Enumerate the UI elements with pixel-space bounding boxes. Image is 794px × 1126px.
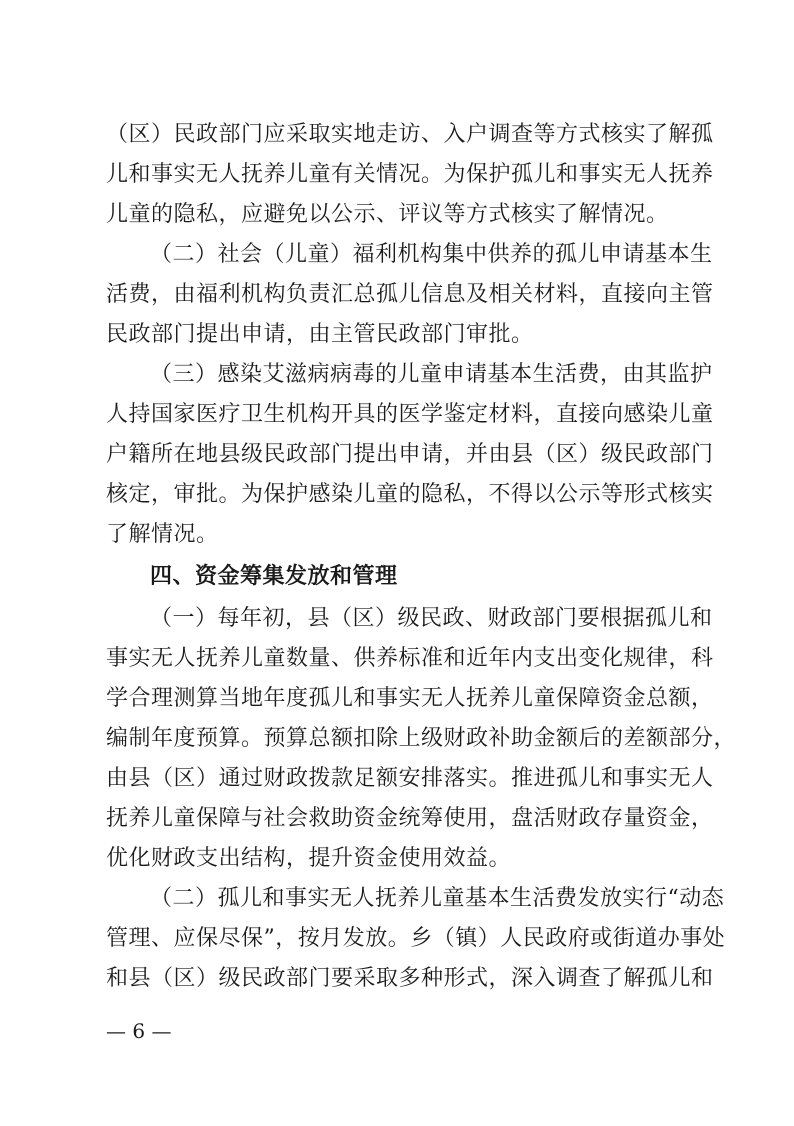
body-text-line: 儿童的隐私，应避免以公示、评议等方式核实了解情况。	[106, 202, 669, 227]
paragraph-start-line: （一）每年初，县（区）级民政、财政部门要根据孤儿和	[150, 606, 713, 631]
body-text-line: 民政部门提出申请，由主管民政部门审批。	[106, 322, 534, 347]
body-text-line: 编制年度预算。预算总额扣除上级财政补助金额后的差额部分，	[106, 726, 737, 751]
body-text-line: 优化财政支出结构，提升资金使用效益。	[106, 846, 512, 871]
body-text-line: 管理、应保尽保”，按月发放。乡（镇）人民政府或街道办事处	[106, 926, 726, 951]
body-text-line: 事实无人抚养儿童数量、供养标准和近年内支出变化规律，科	[106, 646, 714, 671]
body-text-line: 户籍所在地县级民政部门提出申请，并由县（区）级民政部门	[106, 442, 714, 467]
body-text-line: 活费，由福利机构负责汇总孤儿信息及相关材料，直接向主管	[106, 282, 714, 307]
body-text-line: 由县（区）通过财政拨款足额安排落实。推进孤儿和事实无人	[106, 766, 714, 791]
section-heading: 四、资金筹集发放和管理	[150, 564, 398, 589]
body-text-line: 抚养儿童保障与社会救助资金统筹使用，盘活财政存量资金，	[106, 806, 714, 831]
body-text-line: 儿和事实无人抚养儿童有关情况。为保护孤儿和事实无人抚养	[106, 162, 714, 187]
body-text-line: 核定，审批。为保护感染儿童的隐私，不得以公示等形式核实	[106, 482, 714, 507]
paragraph-start-line: （二）社会（儿童）福利机构集中供养的孤儿申请基本生	[150, 242, 713, 267]
body-text-line: 人持国家医疗卫生机构开具的医学鉴定材料，直接向感染儿童	[106, 402, 714, 427]
body-text-line: 学合理测算当地年度孤儿和事实无人抚养儿童保障资金总额，	[106, 686, 714, 711]
body-text-line: （区）民政部门应采取实地走访、入户调查等方式核实了解孤	[106, 122, 714, 147]
body-text-line: 了解情况。	[106, 522, 219, 547]
page-number: — 6 —	[106, 1019, 172, 1043]
body-text-line: 和县（区）级民政部门要采取多种形式，深入调查了解孤儿和	[106, 966, 714, 991]
paragraph-start-line: （三）感染艾滋病病毒的儿童申请基本生活费，由其监护	[150, 362, 713, 387]
paragraph-start-line: （二）孤儿和事实无人抚养儿童基本生活费发放实行“动态	[150, 886, 725, 911]
